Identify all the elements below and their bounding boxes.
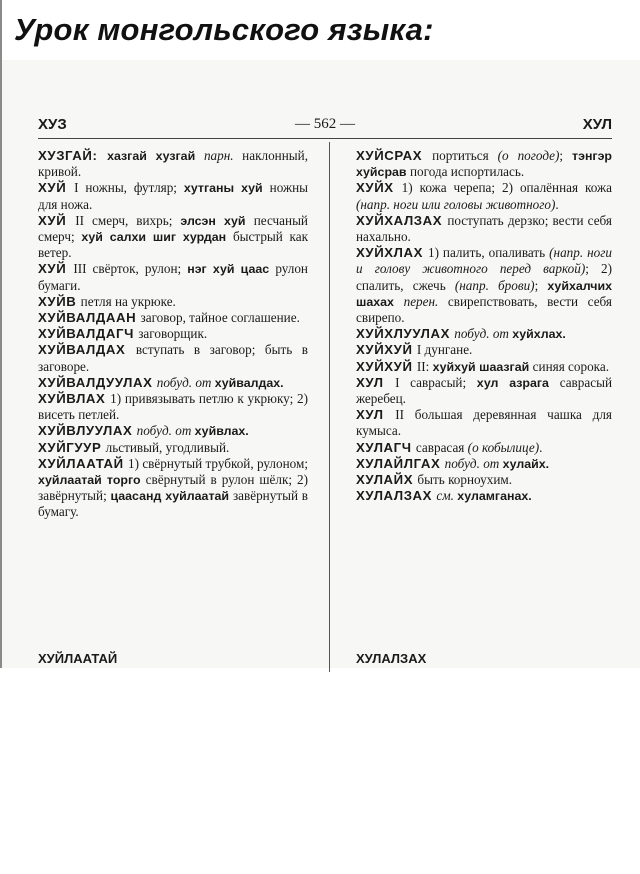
entry-headword: ХУЙВЛАХ xyxy=(38,391,111,407)
entry-text: хуйхлах. xyxy=(512,327,566,342)
entry-headword: ХУЙ xyxy=(38,261,74,277)
entry-text: хул азрага xyxy=(476,375,560,390)
entry-text: 1) привязывать петлю к укрюку; 2) висеть петлей. xyxy=(38,391,308,423)
entry-text: II смерч, вихрь; xyxy=(75,212,181,228)
entry-headword: ХУЙВАЛДУУЛАХ xyxy=(38,374,157,390)
entry-text: льстивый, угодливый. xyxy=(105,439,230,455)
entry-headword: ХУЙВ xyxy=(38,293,81,309)
right-column xyxy=(356,148,612,504)
column-divider xyxy=(329,142,330,672)
entry-text: свёрнутый в рулон шёлк; 2) завёрнутый; xyxy=(38,472,308,504)
dictionary-entry xyxy=(356,359,612,375)
dictionary-entry xyxy=(356,488,612,504)
entry-text: (напр. ноги и голову животного перед варкой) xyxy=(356,245,612,277)
entry-text: саврасый жеребец. xyxy=(356,374,612,407)
entry-headword: ХУЙХЛУУЛАХ xyxy=(356,326,455,342)
entry-text: (напр. брови) xyxy=(454,277,535,293)
entry-text: элсэн хуй xyxy=(180,213,254,228)
entry-text: заговорщик. xyxy=(138,326,208,342)
entry-headword: ХУЛАГЧ xyxy=(356,439,416,455)
entry-text: вступать в заговор; быть в заговоре. xyxy=(38,342,308,374)
dictionary-entry xyxy=(356,342,612,358)
entry-text: 1) кожа черепа; 2) опалённая кожа xyxy=(401,180,612,196)
entry-text: побуд. от xyxy=(136,423,195,439)
entry-headword: ХУЙВЛУУЛАХ xyxy=(38,423,137,439)
dictionary-entry xyxy=(38,423,308,439)
entry-headword: ХУЛ xyxy=(356,407,396,423)
dictionary-entry xyxy=(38,456,308,521)
dictionary-entry xyxy=(38,391,308,423)
entry-headword: ХУЙ xyxy=(38,180,75,196)
entry-text: I дунгане. xyxy=(416,342,473,358)
entry-headword: ХУЙХУЙ xyxy=(356,342,417,358)
dictionary-entry xyxy=(38,261,308,293)
dictionary-entry xyxy=(38,213,308,262)
dictionary-entry xyxy=(356,472,612,488)
entry-headword: ХУЙВАЛДАХ xyxy=(38,342,136,358)
dictionary-entry xyxy=(38,294,308,310)
entry-headword: ХУЗГАЙ: xyxy=(38,148,108,163)
entry-text: 1) палить, опаливать xyxy=(427,245,550,261)
entry-text: ; 2) спалить, сжечь xyxy=(356,261,612,293)
entry-text: хуйхуй шаазгай xyxy=(432,359,533,374)
entry-text: побуд. от xyxy=(444,455,503,471)
entry-headword: ХУЛ xyxy=(356,374,396,390)
entry-text: (напр. ноги или головы животного) xyxy=(356,196,556,212)
entry-text: заговор, тайное соглашение. xyxy=(140,310,300,326)
entry-text: 1) свёрнутый трубкой, рулоном; xyxy=(128,455,308,471)
entry-text: побуд. от xyxy=(156,374,215,390)
entry-text: быстрый как ветер. xyxy=(38,229,308,261)
dictionary-entry xyxy=(38,375,308,391)
cutoff-line-left: ХУЙЛААТАЙ xyxy=(38,651,118,666)
entry-headword: ХУЙСРАХ xyxy=(356,148,433,163)
entry-text: петля на укрюке. xyxy=(80,293,176,309)
entry-headword: ХУЙВАЛДААН xyxy=(38,310,141,326)
entry-headword: ХУЙХ xyxy=(356,180,402,196)
entry-text: II большая деревянная чашка для кумыса. xyxy=(356,407,612,439)
left-column xyxy=(38,148,308,521)
entry-headword: ХУЛАЛЗАХ xyxy=(356,488,437,504)
dictionary-entry xyxy=(38,310,308,326)
entry-headword: ХУЙ xyxy=(38,212,76,228)
header-right-guideword: ХУЛ xyxy=(582,116,612,133)
entry-text: портиться xyxy=(432,148,498,163)
entry-text: рулон бумаги. xyxy=(38,261,308,293)
entry-text: . xyxy=(555,196,559,212)
dictionary-entry xyxy=(356,375,612,407)
entry-text: (о кобылице) xyxy=(467,439,540,455)
header-left-guideword: ХУЗ xyxy=(38,116,67,133)
dictionary-entry xyxy=(356,148,612,180)
dictionary-entry xyxy=(38,326,308,342)
dictionary-page xyxy=(2,60,640,668)
entry-text: перен. xyxy=(403,293,439,309)
page-header xyxy=(38,116,612,136)
entry-text: I ножны, футляр; xyxy=(74,180,184,196)
entry-text: песчаный смерч; xyxy=(38,212,308,245)
entry-text: наклонный, кривой. xyxy=(38,148,309,180)
dictionary-entry xyxy=(38,342,308,374)
entry-text: ; xyxy=(559,148,573,163)
entry-text: хазгай хузгай xyxy=(107,149,204,163)
dictionary-entry xyxy=(356,245,612,326)
entry-text: свирепствовать, вести себя свирепо. xyxy=(356,293,612,326)
entry-text: завёрнутый в бумагу. xyxy=(38,488,308,520)
entry-text: хутганы хуй xyxy=(183,181,270,196)
entry-text: хулайх. xyxy=(502,456,550,471)
entry-headword: ХУЙЛААТАЙ xyxy=(38,455,129,471)
entry-text: погода испортилась. xyxy=(409,164,525,180)
entry-text: ножны для ножа. xyxy=(38,180,308,212)
entry-text: синяя сорока. xyxy=(532,358,610,374)
dictionary-entry xyxy=(38,148,308,180)
entry-text: цаасанд хуйлаатай xyxy=(110,489,233,504)
entry-text: хуй салхи шиг хурдан xyxy=(81,230,233,245)
entry-text: побуд. от xyxy=(454,326,513,342)
entry-text: III свёрток, рулон; xyxy=(73,261,188,277)
dictionary-entry xyxy=(38,180,308,212)
entry-text: хуламганах. xyxy=(457,489,532,504)
cutoff-line-right: ХУЛАЛЗАХ xyxy=(356,651,427,666)
dictionary-entry xyxy=(356,326,612,342)
entry-text: хуйвалдах. xyxy=(214,375,284,390)
dictionary-entry xyxy=(356,213,612,245)
entry-text: II: xyxy=(416,358,433,374)
dictionary-entry xyxy=(356,440,612,456)
entry-headword: ХУЙХАЛЗАХ xyxy=(356,212,448,228)
entry-text: ; xyxy=(534,277,548,293)
entry-text: парн. xyxy=(203,148,234,163)
page-number: — 562 — xyxy=(295,116,355,132)
entry-text: хуйлаатай торго xyxy=(38,473,146,488)
entry-text: I саврасый; xyxy=(395,374,477,390)
caption-title: Урок монгольского языка: xyxy=(14,12,434,47)
dictionary-entry xyxy=(356,456,612,472)
entry-text: нэг хуй цаас xyxy=(187,262,276,277)
entry-headword: ХУЛАЙЛГАХ xyxy=(356,455,445,471)
dictionary-entry xyxy=(38,440,308,456)
entry-text: поступать дерзко; вести себя нахально. xyxy=(356,212,612,245)
entry-headword: ХУЙВАЛДАГЧ xyxy=(38,326,139,342)
entry-text: (о погоде) xyxy=(497,148,560,163)
entry-headword: ХУЛАЙХ xyxy=(356,472,418,488)
entry-text: быть корноухим. xyxy=(417,472,513,488)
entry-text: саврасая xyxy=(415,439,468,455)
entry-headword: ХУЙГУУР xyxy=(38,439,106,455)
entry-text: . xyxy=(539,439,543,455)
entry-headword: ХУЙХУЙ xyxy=(356,358,417,374)
entry-text: хуйхалчих шахах xyxy=(356,278,612,309)
dictionary-entry xyxy=(356,407,612,439)
entry-headword: ХУЙХЛАХ xyxy=(356,245,428,261)
header-rule xyxy=(38,138,612,139)
entry-text: хуйвлах. xyxy=(194,424,249,439)
entry-text: см. xyxy=(436,488,458,504)
entry-text: тэнгэр хуйсрав xyxy=(356,149,612,180)
dictionary-entry xyxy=(356,180,612,212)
